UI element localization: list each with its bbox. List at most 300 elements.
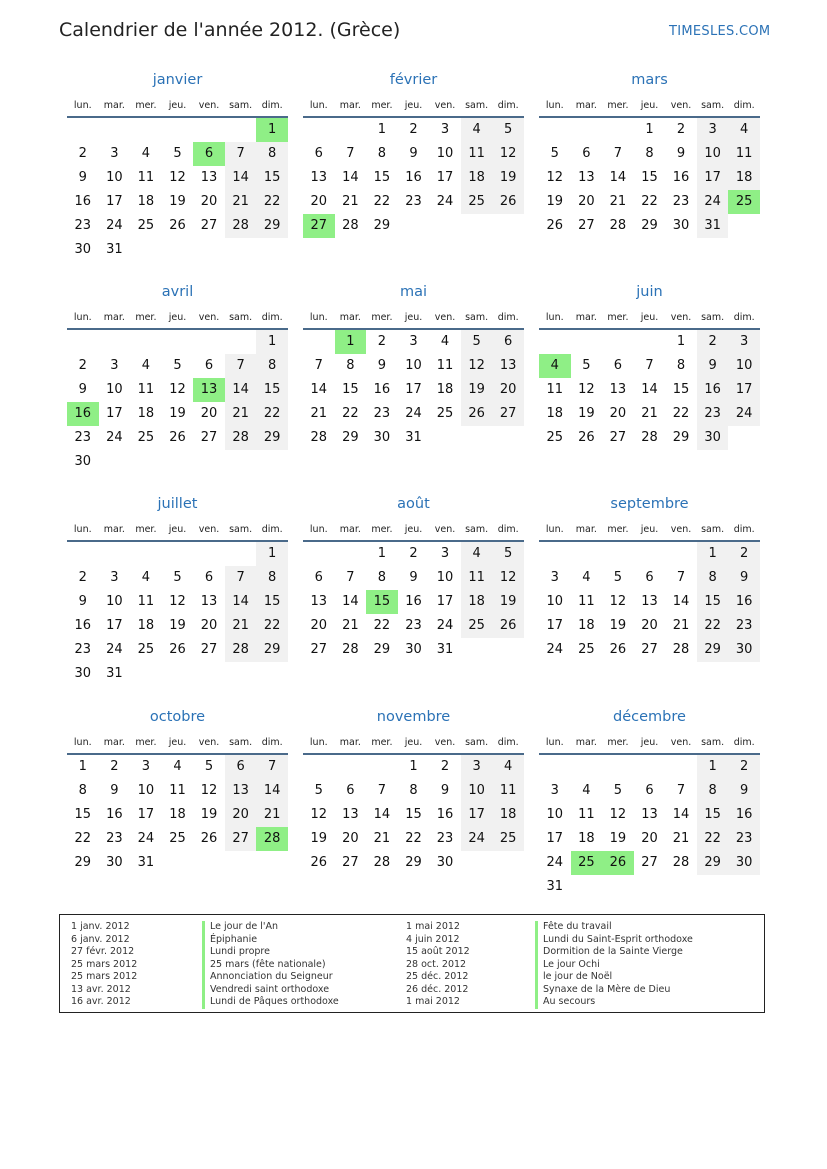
holiday-day-cell: 1 bbox=[335, 330, 367, 354]
day-cell: 23 bbox=[728, 827, 760, 851]
day-cell: 27 bbox=[200, 218, 218, 233]
weekday-label: lun. bbox=[73, 312, 92, 323]
day-cell: 23 bbox=[74, 642, 92, 657]
legend-date: 27 févr. 2012 bbox=[71, 946, 135, 957]
day-cell: 20 bbox=[310, 194, 328, 209]
day-cell: 15 bbox=[697, 803, 729, 827]
weekday-label: mer. bbox=[607, 312, 629, 323]
day-cell: 28 bbox=[672, 855, 690, 870]
day-cell: 26 bbox=[578, 430, 595, 445]
day-cell: 29 bbox=[697, 851, 729, 875]
day-cell: 14 bbox=[342, 170, 359, 185]
day-cell: 9 bbox=[409, 570, 418, 585]
weekday-label: lun. bbox=[309, 737, 328, 748]
day-cell: 29 bbox=[256, 426, 288, 450]
day-cell: 24 bbox=[546, 855, 564, 870]
holiday-legend bbox=[59, 914, 765, 1013]
weekday-label: ven. bbox=[434, 737, 456, 748]
day-cell: 29 bbox=[74, 855, 92, 870]
day-cell: 23 bbox=[106, 831, 123, 846]
day-cell: 14 bbox=[641, 382, 658, 397]
day-cell: 4 bbox=[582, 570, 591, 585]
day-cell: 15 bbox=[672, 382, 690, 397]
day-cell: 1 bbox=[256, 542, 288, 566]
day-cell: 4 bbox=[141, 146, 151, 161]
holiday-day-cell: 15 bbox=[366, 590, 398, 614]
day-cell: 1 bbox=[697, 755, 729, 779]
day-cell: 10 bbox=[436, 570, 454, 585]
holiday-day-cell: 4 bbox=[539, 354, 571, 378]
day-cell: 10 bbox=[728, 354, 760, 378]
day-cell: 18 bbox=[137, 194, 155, 209]
day-cell: 24 bbox=[461, 827, 493, 851]
day-cell: 17 bbox=[436, 594, 454, 609]
day-cell: 7 bbox=[225, 142, 257, 166]
day-cell: 9 bbox=[409, 146, 418, 161]
day-cell: 10 bbox=[546, 807, 564, 822]
day-cell: 28 bbox=[342, 642, 359, 657]
day-cell: 15 bbox=[74, 807, 92, 822]
day-cell: 3 bbox=[440, 546, 450, 561]
weekday-label: sam. bbox=[701, 312, 725, 323]
day-cell: 29 bbox=[641, 218, 658, 233]
weekday-label: dim. bbox=[261, 524, 283, 535]
day-cell: 4 bbox=[461, 118, 493, 142]
day-cell: 22 bbox=[373, 194, 391, 209]
day-cell: 1 bbox=[256, 330, 288, 354]
weekday-label: mer. bbox=[135, 100, 157, 111]
weekday-header bbox=[303, 737, 524, 755]
day-cell: 7 bbox=[676, 570, 686, 585]
day-cell: 16 bbox=[74, 194, 92, 209]
holiday-day-cell: 25 bbox=[728, 190, 760, 214]
weekday-label: mar. bbox=[103, 524, 125, 535]
brand-link[interactable]: TIMESLES.COM bbox=[669, 24, 771, 39]
day-cell: 28 bbox=[225, 214, 257, 238]
day-cell: 18 bbox=[461, 590, 493, 614]
day-cell: 28 bbox=[225, 638, 257, 662]
day-cell: 21 bbox=[310, 406, 328, 421]
day-cell: 30 bbox=[728, 851, 760, 875]
day-cell: 21 bbox=[672, 831, 690, 846]
weekday-label: jeu. bbox=[404, 524, 423, 535]
day-cell: 14 bbox=[609, 170, 627, 185]
weekday-label: sam. bbox=[465, 100, 489, 111]
day-cell: 20 bbox=[200, 618, 218, 633]
month-2 bbox=[303, 72, 524, 272]
day-cell: 29 bbox=[672, 430, 690, 445]
month-name: avril bbox=[161, 284, 194, 300]
day-cell: 28 bbox=[373, 855, 391, 870]
day-cell: 4 bbox=[582, 783, 591, 798]
day-cell: 23 bbox=[405, 194, 422, 209]
day-cell: 24 bbox=[436, 618, 454, 633]
day-cell: 20 bbox=[200, 406, 218, 421]
day-cell: 16 bbox=[373, 382, 391, 397]
day-cell: 7 bbox=[225, 354, 257, 378]
day-cell: 10 bbox=[106, 382, 123, 397]
day-cell: 29 bbox=[256, 214, 288, 238]
legend-names-right bbox=[535, 921, 693, 1009]
day-cell: 17 bbox=[405, 382, 422, 397]
day-cell: 9 bbox=[728, 566, 760, 590]
day-cell: 18 bbox=[436, 382, 454, 397]
weekday-label: jeu. bbox=[404, 100, 423, 111]
day-cell: 14 bbox=[342, 594, 359, 609]
day-cell: 9 bbox=[78, 594, 87, 609]
day-cell: 21 bbox=[225, 402, 257, 426]
day-cell: 11 bbox=[137, 382, 155, 397]
weekday-label: sam. bbox=[701, 737, 725, 748]
day-cell: 27 bbox=[225, 827, 257, 851]
day-cell: 30 bbox=[436, 855, 454, 870]
month-name: novembre bbox=[376, 709, 451, 725]
holiday-day-cell: 27 bbox=[303, 214, 335, 238]
day-cell: 11 bbox=[728, 142, 760, 166]
day-cell: 11 bbox=[137, 170, 155, 185]
weekday-label: ven. bbox=[670, 312, 692, 323]
day-cell: 17 bbox=[106, 406, 123, 421]
weekday-label: mar. bbox=[103, 312, 125, 323]
day-cell: 29 bbox=[373, 218, 391, 233]
day-cell: 28 bbox=[342, 218, 359, 233]
day-cell: 26 bbox=[310, 855, 328, 870]
day-cell: 26 bbox=[546, 218, 564, 233]
day-cell: 13 bbox=[641, 594, 658, 609]
day-cell: 8 bbox=[697, 779, 729, 803]
day-cell: 19 bbox=[461, 378, 493, 402]
day-cell: 2 bbox=[78, 570, 87, 585]
day-cell: 3 bbox=[141, 759, 151, 774]
day-cell: 6 bbox=[225, 755, 257, 779]
weekday-label: lun. bbox=[309, 100, 328, 111]
day-cell: 19 bbox=[169, 618, 186, 633]
legend-date: 25 mars 2012 bbox=[71, 958, 138, 970]
legend-holiday-name: Dormition de la Sainte Vierge bbox=[535, 946, 693, 959]
day-cell: 10 bbox=[546, 594, 564, 609]
day-cell: 24 bbox=[697, 190, 729, 214]
weekday-header bbox=[67, 737, 288, 755]
day-cell: 11 bbox=[578, 807, 595, 822]
day-cell: 11 bbox=[461, 566, 493, 590]
weekday-label: jeu. bbox=[404, 312, 423, 323]
day-cell: 30 bbox=[373, 430, 391, 445]
day-cell: 2 bbox=[78, 358, 87, 373]
day-cell: 11 bbox=[546, 382, 564, 397]
weekday-label: ven. bbox=[670, 737, 692, 748]
month-6 bbox=[539, 284, 760, 484]
day-cell: 26 bbox=[461, 402, 493, 426]
legend-holiday-name: Le jour Ochi bbox=[535, 959, 693, 972]
legend-date: 26 déc. 2012 bbox=[406, 983, 469, 995]
legend-date: 6 janv. 2012 bbox=[71, 933, 130, 945]
day-cell: 2 bbox=[409, 122, 418, 137]
day-cell: 15 bbox=[373, 170, 391, 185]
day-cell: 15 bbox=[256, 590, 288, 614]
day-cell: 4 bbox=[461, 542, 493, 566]
day-cell: 3 bbox=[550, 783, 559, 798]
day-cell: 26 bbox=[169, 218, 186, 233]
day-cell: 1 bbox=[78, 759, 87, 774]
day-cell: 20 bbox=[641, 618, 658, 633]
day-cell: 19 bbox=[609, 831, 627, 846]
day-cell: 12 bbox=[492, 142, 524, 166]
day-cell: 6 bbox=[582, 146, 591, 161]
holiday-day-cell: 1 bbox=[256, 118, 288, 142]
day-cell: 30 bbox=[74, 666, 92, 681]
weekday-label: ven. bbox=[434, 100, 456, 111]
weekday-label: sam. bbox=[465, 737, 489, 748]
day-cell: 10 bbox=[697, 142, 729, 166]
day-cell: 15 bbox=[697, 590, 729, 614]
day-cell: 19 bbox=[609, 618, 627, 633]
day-cell: 30 bbox=[728, 638, 760, 662]
day-cell: 13 bbox=[342, 807, 359, 822]
weekday-label: mer. bbox=[135, 524, 157, 535]
weekday-label: jeu. bbox=[168, 100, 187, 111]
day-cell: 5 bbox=[613, 783, 623, 798]
day-cell: 20 bbox=[492, 378, 524, 402]
month-name: janvier bbox=[152, 72, 203, 88]
weekday-header bbox=[539, 524, 760, 542]
month-name: février bbox=[389, 72, 438, 88]
weekday-header bbox=[67, 524, 288, 542]
day-cell: 23 bbox=[373, 406, 391, 421]
weekday-label: dim. bbox=[733, 737, 755, 748]
day-cell: 31 bbox=[106, 666, 123, 681]
weekday-label: jeu. bbox=[404, 737, 423, 748]
day-cell: 17 bbox=[137, 807, 155, 822]
day-cell: 7 bbox=[314, 358, 323, 373]
day-cell: 13 bbox=[200, 594, 218, 609]
day-cell: 27 bbox=[342, 855, 359, 870]
weekday-label: ven. bbox=[434, 312, 456, 323]
weekday-label: ven. bbox=[670, 100, 692, 111]
weekday-label: jeu. bbox=[168, 312, 187, 323]
holiday-day-cell: 16 bbox=[67, 402, 99, 426]
legend-holiday-name: Vendredi saint orthodoxe bbox=[202, 984, 339, 997]
day-cell: 11 bbox=[578, 594, 595, 609]
weekday-label: ven. bbox=[670, 524, 692, 535]
day-cell: 6 bbox=[314, 146, 323, 161]
legend-holiday-name: Lundi propre bbox=[202, 946, 339, 959]
day-cell: 30 bbox=[405, 642, 422, 657]
day-cell: 1 bbox=[645, 122, 654, 137]
day-cell: 16 bbox=[728, 590, 760, 614]
day-cell: 22 bbox=[697, 614, 729, 638]
legend-dates-right bbox=[406, 921, 470, 1009]
day-cell: 19 bbox=[310, 831, 328, 846]
day-cell: 31 bbox=[137, 855, 155, 870]
day-cell: 29 bbox=[697, 638, 729, 662]
day-cell: 24 bbox=[546, 642, 564, 657]
day-cell: 2 bbox=[409, 546, 418, 561]
weekday-label: mar. bbox=[339, 524, 361, 535]
weekday-label: mer. bbox=[371, 100, 393, 111]
day-cell: 26 bbox=[169, 430, 186, 445]
legend-date: 16 avr. 2012 bbox=[71, 996, 131, 1007]
day-cell: 25 bbox=[546, 430, 564, 445]
day-cell: 26 bbox=[200, 831, 218, 846]
day-cell: 18 bbox=[492, 803, 524, 827]
day-cell: 24 bbox=[106, 218, 123, 233]
day-cell: 6 bbox=[314, 570, 323, 585]
day-cell: 2 bbox=[728, 542, 760, 566]
weekday-label: dim. bbox=[261, 737, 283, 748]
day-cell: 8 bbox=[645, 146, 654, 161]
weekday-label: sam. bbox=[465, 312, 489, 323]
weekday-label: mer. bbox=[135, 737, 157, 748]
day-cell: 16 bbox=[74, 618, 92, 633]
weekday-header bbox=[539, 737, 760, 755]
day-cell: 15 bbox=[342, 382, 359, 397]
weekday-label: lun. bbox=[73, 100, 92, 111]
day-cell: 31 bbox=[106, 242, 123, 257]
day-cell: 27 bbox=[200, 642, 218, 657]
day-cell: 24 bbox=[436, 194, 454, 209]
weekday-label: lun. bbox=[545, 737, 564, 748]
legend-holiday-name: 25 mars (fête nationale) bbox=[202, 959, 339, 972]
day-cell: 4 bbox=[141, 358, 151, 373]
day-cell: 14 bbox=[256, 779, 288, 803]
day-cell: 21 bbox=[225, 190, 257, 214]
day-cell: 2 bbox=[110, 759, 119, 774]
day-cell: 2 bbox=[440, 759, 450, 774]
day-cell: 23 bbox=[697, 402, 729, 426]
day-cell: 31 bbox=[697, 214, 729, 238]
day-cell: 31 bbox=[436, 642, 454, 657]
day-cell: 8 bbox=[676, 358, 686, 373]
day-cell: 29 bbox=[405, 855, 422, 870]
weekday-label: lun. bbox=[545, 312, 564, 323]
day-cell: 21 bbox=[342, 194, 359, 209]
day-cell: 22 bbox=[342, 406, 359, 421]
day-cell: 8 bbox=[256, 354, 288, 378]
day-cell: 18 bbox=[578, 618, 595, 633]
day-cell: 26 bbox=[609, 642, 627, 657]
day-cell: 16 bbox=[697, 378, 729, 402]
day-cell: 16 bbox=[106, 807, 123, 822]
day-cell: 17 bbox=[697, 166, 729, 190]
day-cell: 7 bbox=[346, 570, 355, 585]
day-cell: 1 bbox=[377, 546, 387, 561]
month-name: octobre bbox=[149, 709, 206, 725]
day-cell: 8 bbox=[256, 142, 288, 166]
day-cell: 5 bbox=[582, 358, 591, 373]
day-cell: 10 bbox=[137, 783, 155, 798]
day-cell: 9 bbox=[78, 170, 87, 185]
holiday-day-cell: 6 bbox=[193, 142, 225, 166]
day-cell: 29 bbox=[373, 642, 391, 657]
weekday-header bbox=[67, 312, 288, 330]
day-cell: 15 bbox=[256, 166, 288, 190]
weekday-label: mar. bbox=[339, 100, 361, 111]
day-cell: 30 bbox=[74, 454, 92, 469]
day-cell: 20 bbox=[641, 831, 658, 846]
day-cell: 15 bbox=[256, 378, 288, 402]
month-name: juillet bbox=[157, 496, 198, 512]
day-cell: 7 bbox=[613, 146, 623, 161]
weekday-label: dim. bbox=[497, 312, 519, 323]
day-cell: 10 bbox=[405, 358, 422, 373]
day-cell: 11 bbox=[436, 358, 454, 373]
weekday-label: dim. bbox=[497, 100, 519, 111]
day-cell: 5 bbox=[550, 146, 559, 161]
day-cell: 21 bbox=[609, 194, 627, 209]
month-name: août bbox=[397, 496, 430, 512]
month-3 bbox=[539, 72, 760, 272]
day-cell: 23 bbox=[728, 614, 760, 638]
day-cell: 30 bbox=[697, 426, 729, 450]
holiday-day-cell: 26 bbox=[602, 851, 634, 875]
legend-date: 25 déc. 2012 bbox=[406, 971, 469, 982]
day-cell: 19 bbox=[492, 590, 524, 614]
weekday-label: jeu. bbox=[168, 737, 187, 748]
day-cell: 2 bbox=[697, 330, 729, 354]
weekday-label: jeu. bbox=[640, 737, 659, 748]
day-cell: 3 bbox=[697, 118, 729, 142]
day-cell: 25 bbox=[578, 642, 595, 657]
day-cell: 3 bbox=[110, 358, 119, 373]
day-cell: 1 bbox=[409, 759, 418, 774]
weekday-label: mer. bbox=[607, 100, 629, 111]
weekday-label: mer. bbox=[371, 312, 393, 323]
day-cell: 6 bbox=[645, 570, 654, 585]
month-10 bbox=[67, 709, 288, 909]
day-cell: 24 bbox=[137, 831, 155, 846]
day-cell: 17 bbox=[436, 170, 454, 185]
day-cell: 22 bbox=[256, 402, 288, 426]
day-cell: 1 bbox=[697, 542, 729, 566]
day-cell: 18 bbox=[728, 166, 760, 190]
day-cell: 25 bbox=[137, 430, 155, 445]
day-cell: 20 bbox=[342, 831, 359, 846]
day-cell: 16 bbox=[728, 803, 760, 827]
day-cell: 7 bbox=[676, 783, 686, 798]
day-cell: 6 bbox=[492, 330, 524, 354]
weekday-label: mar. bbox=[575, 312, 597, 323]
day-cell: 13 bbox=[310, 594, 328, 609]
day-cell: 3 bbox=[461, 755, 493, 779]
weekday-label: ven. bbox=[434, 524, 456, 535]
day-cell: 22 bbox=[641, 194, 658, 209]
month-9 bbox=[539, 496, 760, 696]
day-cell: 5 bbox=[492, 118, 524, 142]
weekday-label: ven. bbox=[198, 312, 220, 323]
holiday-day-cell: 28 bbox=[256, 827, 288, 851]
weekday-label: mer. bbox=[135, 312, 157, 323]
day-cell: 6 bbox=[613, 358, 623, 373]
weekday-label: jeu. bbox=[640, 312, 659, 323]
day-cell: 11 bbox=[461, 142, 493, 166]
legend-holiday-name: Lundi du Saint-Esprit orthodoxe bbox=[535, 934, 693, 947]
day-cell: 24 bbox=[728, 402, 760, 426]
day-cell: 24 bbox=[106, 430, 123, 445]
day-cell: 28 bbox=[672, 642, 690, 657]
weekday-label: sam. bbox=[229, 312, 253, 323]
weekday-header bbox=[303, 312, 524, 330]
day-cell: 23 bbox=[405, 618, 422, 633]
weekday-label: mer. bbox=[607, 524, 629, 535]
holiday-day-cell: 25 bbox=[571, 851, 603, 875]
day-cell: 12 bbox=[310, 807, 328, 822]
day-cell: 23 bbox=[436, 831, 454, 846]
legend-date: 4 juin 2012 bbox=[406, 933, 460, 945]
day-cell: 22 bbox=[74, 831, 92, 846]
day-cell: 20 bbox=[310, 618, 328, 633]
day-cell: 14 bbox=[672, 594, 690, 609]
day-cell: 3 bbox=[110, 146, 119, 161]
